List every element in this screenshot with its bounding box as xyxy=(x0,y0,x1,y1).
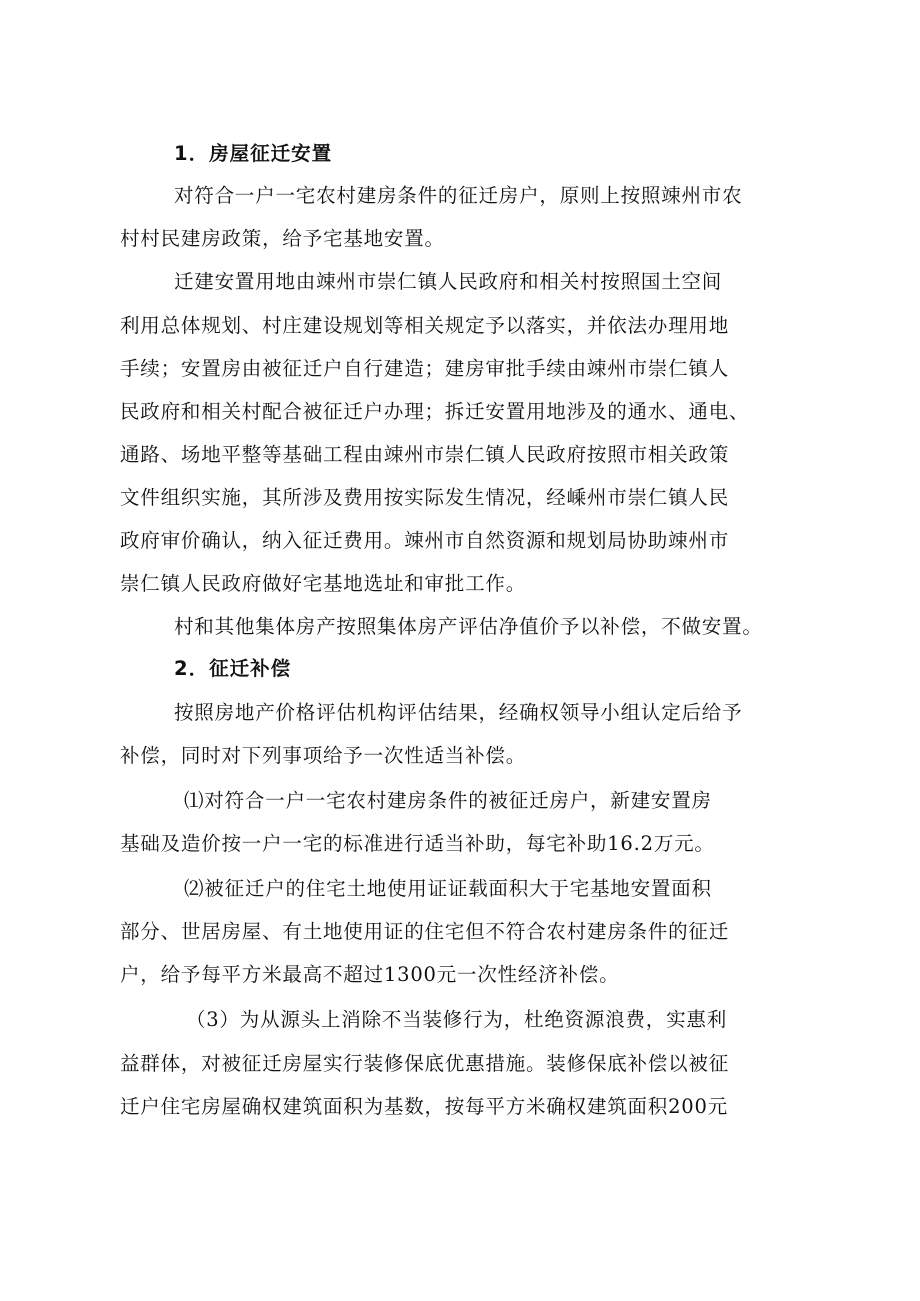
text-line: ⑵被征迁户的住宅土地使用证证载面积大于宅基地安置面积 xyxy=(184,877,712,900)
text-line: 手续；安置房由被征迁户自行建造；建房审批手续由竦州市崇仁镇人 xyxy=(120,357,730,380)
text-line: ⑴对符合一户一宅农村建房条件的被征迁房户，新建安置房 xyxy=(184,789,712,812)
text-line: 补偿，同时对下列事项给予一次性适当补偿。 xyxy=(120,744,527,767)
text-line: 迁户住宅房屋确权建筑面积为基数，按每平方米确权建筑面积200元 xyxy=(120,1095,729,1118)
text-line: 益群体，对被征迁房屋实行装修保底优惠措施。装修保底补偿以被征 xyxy=(120,1052,730,1075)
text-line: 文件组织实施，其所涉及费用按实际发生情况，经嵊州市崇仁镇人民 xyxy=(120,486,730,509)
text-line: 户，给予每平方米最高不超过1300元一次性经济补偿。 xyxy=(120,963,620,986)
text-line: （3）为从源头上消除不当装修行为，杜绝资源浪费，实惠利 xyxy=(186,1008,728,1031)
text-line: 民政府和相关村配合被征迁户办理；拆迁安置用地涉及的通水、通电、 xyxy=(120,400,750,423)
section-heading: 1．房屋征迁安置 xyxy=(174,142,333,165)
text-line: 村和其他集体房产按照集体房产评估净值价予以补偿，不做安置。 xyxy=(174,615,763,638)
text-line: 通路、场地平整等基础工程由竦州市崇仁镇人民政府按照市相关政策 xyxy=(120,443,730,466)
text-line: 基础及造价按一户一宅的标准进行适当补助，每宅补助16.2万元。 xyxy=(120,832,715,855)
text-line: 利用总体规划、村庄建设规划等相关规定予以落实，并依法办理用地 xyxy=(120,314,730,337)
text-line: 对符合一户一宅农村建房条件的征迁房户，原则上按照竦州市农 xyxy=(174,184,743,207)
text-line: 政府审价确认，纳入征迁费用。竦州市自然资源和规划局协助竦州市 xyxy=(120,529,730,552)
text-line: 按照房地产价格评估机构评估结果，经确权领导小组认定后给予 xyxy=(174,701,743,724)
text-line: 部分、世居房屋、有土地使用证的住宅但不符合农村建房条件的征迁 xyxy=(120,920,730,943)
text-line: 村村民建房政策，给予宅基地安置。 xyxy=(120,227,445,250)
text-line: 崇仁镇人民政府做好宅基地选址和审批工作。 xyxy=(120,572,527,595)
text-line: 迁建安置用地由竦州市崇仁镇人民政府和相关村按照国土空间 xyxy=(174,270,723,293)
section-heading: 2．征迁补偿 xyxy=(174,657,292,680)
